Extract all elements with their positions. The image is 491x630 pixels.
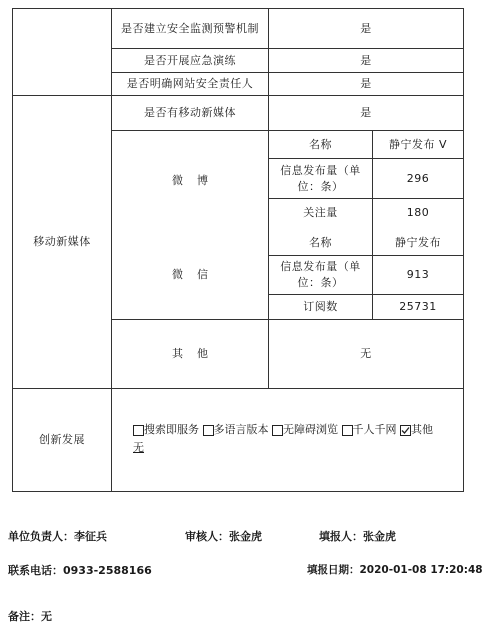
weibo-name-value: 静宁发布 V: [388, 137, 448, 151]
innovation-option[interactable]: [400, 423, 433, 436]
remarks-value: 无: [41, 610, 52, 623]
innovation-label: 创新发展: [39, 433, 85, 446]
weixin-name-value: 静宁发布: [395, 235, 441, 249]
weixin-label: 微信: [172, 267, 222, 281]
weibo-posts-value: 296: [406, 171, 430, 185]
fill-date-value: 2020-01-08 17:20:48: [359, 564, 483, 576]
innovation-option[interactable]: [272, 423, 342, 436]
checkbox-unchecked-icon[interactable]: [342, 425, 353, 436]
reviewer-label: 审核人：: [185, 530, 229, 543]
fill-date: [307, 562, 483, 577]
weixin-posts-value: 913: [406, 268, 430, 281]
weibo-label: 微博: [172, 173, 222, 187]
safety-owner-label: 是否明确网站安全责任人: [126, 77, 254, 90]
checkbox-unchecked-icon[interactable]: [272, 425, 283, 436]
early-warning-value: 是: [360, 21, 372, 35]
weixin-subscribers-label: 订阅数: [303, 300, 338, 313]
checkbox-unchecked-icon[interactable]: [133, 425, 144, 436]
option-accessibility: 无障碍浏览: [283, 423, 338, 436]
unit-owner-value: 李征兵: [74, 530, 107, 543]
unit-owner-label: 单位负责人：: [8, 530, 74, 543]
table-bottom-border: [12, 491, 464, 492]
filler: [319, 528, 396, 544]
innovation-option[interactable]: [342, 423, 401, 436]
checkbox-checked-icon[interactable]: [400, 425, 411, 436]
option-search-service: 搜索即服务: [144, 423, 199, 436]
has-mobile-label: 是否有移动新媒体: [144, 106, 236, 119]
fill-date-label: 填报日期：: [307, 564, 360, 576]
early-warning-label: 是否建立安全监测预警机制: [121, 21, 259, 35]
weibo-posts-label: 信息发布量（单位：条）: [280, 163, 361, 193]
has-mobile-value: 是: [360, 106, 372, 119]
weibo-followers-value: 180: [406, 206, 430, 219]
emergency-drill-value: 是: [360, 53, 372, 67]
checkbox-unchecked-icon[interactable]: [203, 425, 214, 436]
contact-phone: [8, 562, 152, 578]
remarks: [8, 608, 52, 624]
filler-value: 张金虎: [363, 530, 396, 543]
weibo-followers-label: 关注量: [303, 206, 338, 219]
option-personalized: 千人千网: [352, 423, 397, 436]
option-multilingual: 多语言版本: [213, 423, 269, 436]
option-other: 其他: [411, 423, 433, 436]
mobile-section-label: 移动新媒体: [33, 235, 91, 248]
weibo-name-label: 名称: [309, 137, 332, 151]
weixin-name-label: 名称: [309, 235, 332, 249]
table-right-border: [463, 8, 464, 492]
other-media-value: 无: [360, 347, 372, 360]
weixin-subscribers-value: 25731: [399, 300, 437, 313]
innovation-option[interactable]: [203, 423, 273, 436]
reviewer-value: 张金虎: [229, 530, 262, 543]
innovation-other-value: 无: [133, 441, 144, 454]
other-media-label: 其他: [172, 347, 222, 360]
filler-label: 填报人：: [319, 530, 363, 543]
contact-phone-value: 0933-2588166: [63, 564, 152, 577]
safety-owner-value: 是: [360, 77, 372, 90]
contact-phone-label: 联系电话：: [8, 564, 63, 577]
emergency-drill-label: 是否开展应急演练: [144, 53, 236, 67]
weixin-posts-label: 信息发布量（单位：条）: [280, 260, 361, 289]
unit-owner: [8, 528, 107, 544]
reviewer: [185, 528, 262, 544]
innovation-options: [133, 421, 463, 457]
innovation-option[interactable]: [133, 423, 203, 436]
remarks-label: 备注：: [8, 610, 41, 623]
row-line-6: [268, 198, 464, 199]
